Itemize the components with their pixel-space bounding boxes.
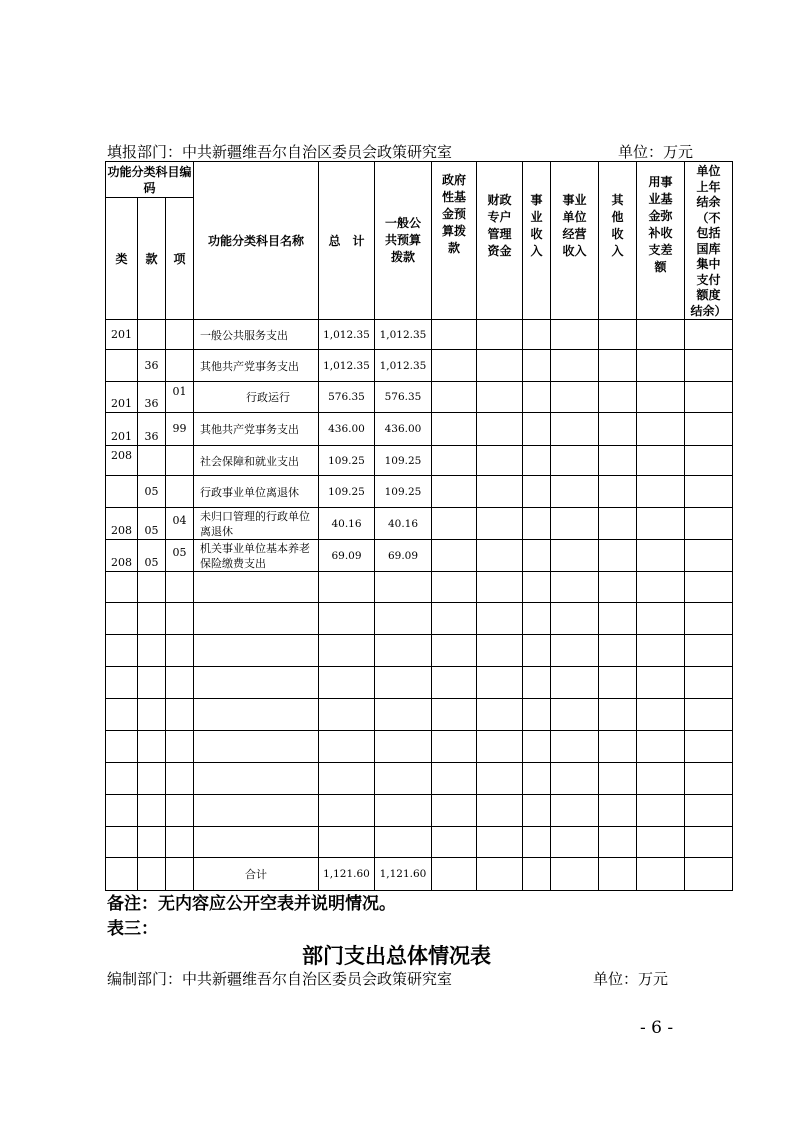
next-unit: 单位：万元: [593, 970, 669, 988]
cell-lei: [106, 476, 138, 508]
cell-total: 69.09: [319, 540, 375, 572]
total-label: 合计: [194, 858, 319, 891]
empty-row: [106, 795, 733, 827]
cell-general: 40.16: [375, 508, 432, 540]
next-dept: 编制部门：中共新疆维吾尔自治区委员会政策研究室: [107, 970, 453, 988]
cell-xiang: [166, 350, 194, 382]
empty-row: [106, 603, 733, 635]
header-kuan: 款: [138, 198, 166, 320]
cell-lei: 201: [106, 413, 138, 446]
empty-row: [106, 731, 733, 763]
table-row: [106, 508, 733, 540]
header-code-group: 功能分类科目编码: [106, 162, 194, 198]
empty-row: [106, 667, 733, 699]
header-general-budget: 一般公 共预算 拨款: [375, 162, 432, 320]
cell-total: 576.35: [319, 382, 375, 413]
cell-general: 436.00: [375, 413, 432, 446]
cell-general: 1,012.35: [375, 350, 432, 382]
cell-kuan: 05: [138, 508, 166, 540]
cell-name: 其他共产党事务支出: [194, 413, 319, 446]
cell-name: 社会保障和就业支出: [194, 446, 319, 476]
header-business-income: 事 业 收 入: [523, 162, 551, 320]
cell-total: 40.16: [319, 508, 375, 540]
header-operating-income: 事业 单位 经营 收入: [551, 162, 599, 320]
header-name: 功能分类科目名称: [194, 162, 319, 320]
next-table-title: 部门支出总体情况表: [302, 943, 491, 968]
cell-total: 109.25: [319, 476, 375, 508]
cell-kuan: [138, 446, 166, 476]
header-xiang: 项: [166, 198, 194, 320]
cell-xiang: [166, 320, 194, 350]
header-other-income: 其 他 收 入: [599, 162, 637, 320]
empty-row: [106, 699, 733, 731]
cell-kuan: 05: [138, 476, 166, 508]
cell-total: 1,012.35: [319, 350, 375, 382]
header-total: 总 计: [319, 162, 375, 320]
cell-lei: 201: [106, 382, 138, 413]
total-general: 1,121.60: [375, 858, 432, 891]
total-amount: 1,121.60: [319, 858, 375, 891]
total-row: [106, 858, 733, 891]
unit-label: 单位：万元: [618, 143, 694, 161]
cell-name: 未归口管理的行政单位离退休: [194, 508, 319, 540]
cell-kuan: 36: [138, 382, 166, 413]
cell-xiang: 99: [166, 413, 194, 446]
table-row: [106, 350, 733, 382]
cell-lei: 201: [106, 320, 138, 350]
cell-general: 576.35: [375, 382, 432, 413]
cell-xiang: 04: [166, 508, 194, 540]
cell-xiang: 05: [166, 540, 194, 572]
expenditure-table: [105, 161, 733, 891]
cell-lei: [106, 350, 138, 382]
cell-xiang: [166, 476, 194, 508]
cell-total: 109.25: [319, 446, 375, 476]
header-carryover: 单位 上年 结余 （不 包括 国库 集中 支付 额度 结余）: [685, 162, 733, 320]
table-row: [106, 320, 733, 350]
cell-lei: 208: [106, 540, 138, 572]
empty-row: [106, 572, 733, 603]
cell-name: 机关事业单位基本养老保险缴费支出: [194, 540, 319, 572]
cell-name: 其他共产党事务支出: [194, 350, 319, 382]
cell-total: 436.00: [319, 413, 375, 446]
cell-general: 109.25: [375, 446, 432, 476]
table-row: [106, 413, 733, 446]
cell-general: 1,012.35: [375, 320, 432, 350]
cell-name: 行政运行: [194, 382, 319, 413]
table-row: [106, 382, 733, 413]
cell-xiang: [166, 446, 194, 476]
cell-name: 一般公共服务支出: [194, 320, 319, 350]
remark: 备注：无内容应公开空表并说明情况。: [107, 894, 396, 914]
table-row: [106, 446, 733, 476]
cell-general: 69.09: [375, 540, 432, 572]
empty-row: [106, 763, 733, 795]
cell-lei: 208: [106, 508, 138, 540]
header-lei: 类: [106, 198, 138, 320]
empty-row: [106, 635, 733, 667]
cell-kuan: 36: [138, 413, 166, 446]
empty-row: [106, 827, 733, 858]
filing-dept: 填报部门：中共新疆维吾尔自治区委员会政策研究室: [107, 143, 453, 161]
cell-kuan: 05: [138, 540, 166, 572]
page-number: - 6 -: [640, 1018, 674, 1038]
cell-xiang: 01: [166, 382, 194, 413]
table-number: 表三：: [107, 919, 158, 939]
header-fund-subsidy: 用事 业基 金弥 补收 支差 额: [637, 162, 685, 320]
cell-kuan: 36: [138, 350, 166, 382]
cell-general: 109.25: [375, 476, 432, 508]
cell-total: 1,012.35: [319, 320, 375, 350]
cell-name: 行政事业单位离退休: [194, 476, 319, 508]
cell-kuan: [138, 320, 166, 350]
table-row: [106, 476, 733, 508]
header-fund-budget: 政府 性基 金预 算拨 款: [432, 162, 477, 320]
header-special-account: 财政 专户 管理 资金: [477, 162, 523, 320]
cell-lei: 208: [106, 446, 138, 476]
table-row: [106, 540, 733, 572]
